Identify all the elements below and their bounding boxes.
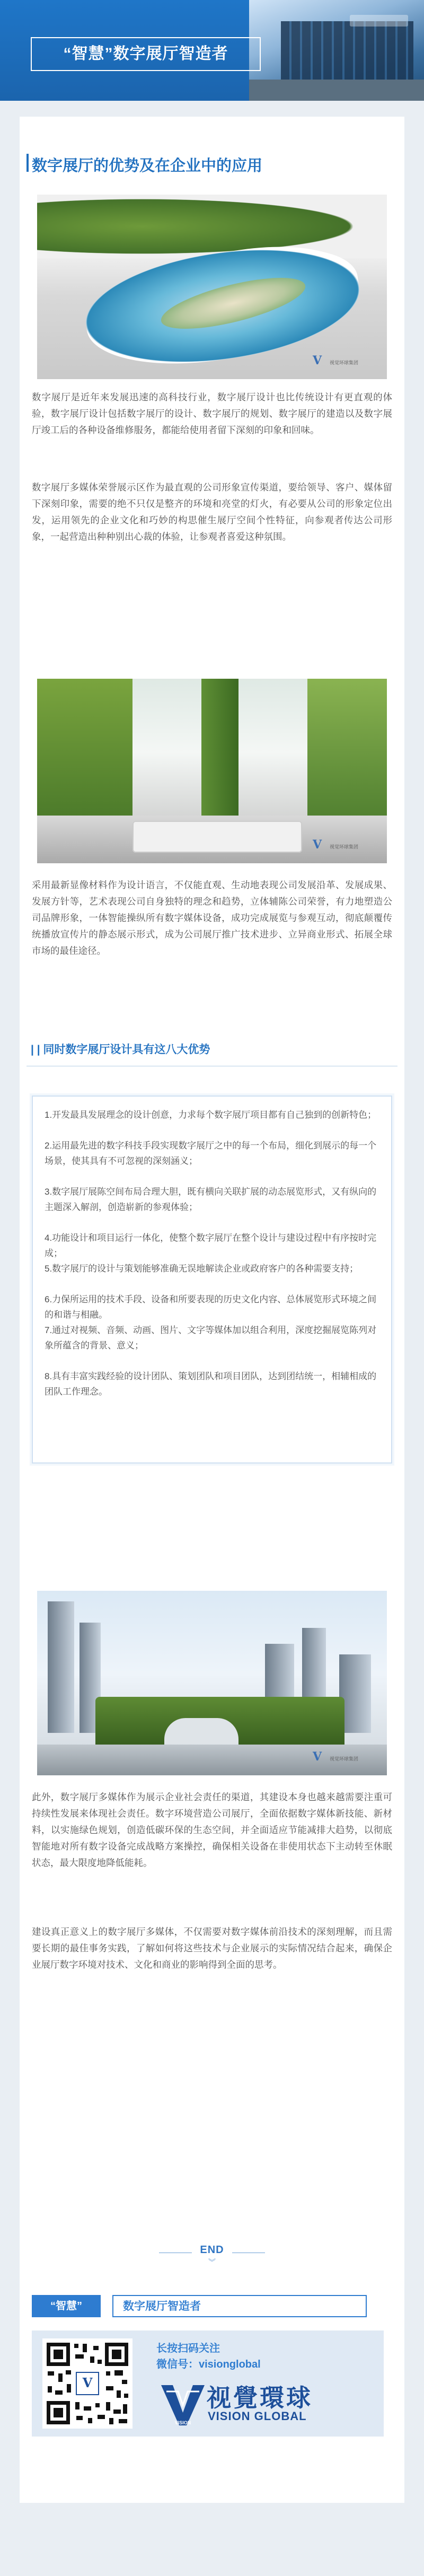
photo-sand-table-model: [37, 195, 387, 379]
section-heading-eight-advantages: | | 同时数字展厅设计具有这八大优势: [31, 1044, 210, 1056]
paragraph-intro: 数字展厅是近年来发展迅速的高科技行业，数字展厅设计也比传统设计有更直观的体验，数字展厅设计包括数字展厅的设计、数字展厅的规划、数字展厅的建造以及数字展厅竣工后的各种设备维修服务，都能给使用者留下深刻的印象和回味。: [32, 392, 392, 435]
paragraph-brand-image: 数字展厅多媒体荣誉展示区作为最直观的公司形象宣传渠道，要给领导、客户、媒体留下深刻印象，需要的绝不只仅是整齐的环境和亮堂的灯火，有必要从公司的形象定位出发，运用领先的企业文化和巧妙的构思催生展厅空间个性特征，向参观者传达公司形象，一起营造出种种别出心裁的体验，让参观者喜爱这种氛围。: [32, 482, 392, 542]
scan-to-follow-label: 长按扫码关注: [156, 2343, 220, 2354]
svg-text:V: V: [82, 2375, 93, 2390]
qr-code-icon: [42, 2338, 132, 2429]
list-item: 4.功能设计和项目运行一体化，使整个数字展厅在整个设计与建设过程中有序按时完成；: [45, 1233, 377, 1258]
brand-name-chinese: 视覺環球: [207, 2384, 313, 2412]
end-label: END: [200, 2244, 224, 2256]
list-item: 7.通过对视频、音频、动画、图片、文字等媒体加以组合利用，深度挖掘展览陈列对象所蕴含的背景、意义；: [45, 1325, 377, 1351]
list-item: 5.数字展厅的设计与策划能够准确无误地解读企业或政府客户的各种需要支持；: [45, 1264, 359, 1274]
qr-code[interactable]: [42, 2338, 132, 2429]
vision-logo-icon: V: [313, 838, 322, 852]
section-heading-advantages: 数字展厅的优势及在企业中的应用: [32, 157, 263, 174]
footer-tag: “智慧”: [32, 2295, 101, 2317]
footer-title: 数字展厅智造者: [112, 2295, 367, 2317]
photo-logo-text: 视觉环球集团: [330, 1756, 359, 1762]
paragraph-social-responsibility: 此外，数字展厅多媒体作为展示企业社会责任的渠道，其建设本身也越来越需要注重可持续性发展来体现社会责任。数字环境营造公司展厅，全面依据数字媒体新技能、新材料，以实施绿色规划，创造低碳环保的生态空间，并全面适应节能减排大趋势，以彻底智能地对所有数字设备完成战略方案操控，确保相关设备在非使用状态下主动转至休眠状态，最大限度地降低能耗。: [32, 1792, 392, 1868]
vision-logo-icon: V: [313, 1750, 322, 1764]
green-pillar: [201, 679, 238, 838]
skyscraper: [48, 1601, 74, 1733]
list-item: 2.运用最先进的数字科技手段实现数字展厅之中的每一个布局，细化到展示的每一个场景，使其具有不可忽视的深刻涵义；: [45, 1141, 377, 1166]
vision-global-logo-icon: [159, 2380, 207, 2428]
heading-accent-bar: [26, 154, 29, 172]
photo-logo-text: 视觉环球集团: [330, 844, 359, 849]
photo-green-exhibition-hall: [37, 679, 387, 863]
brand-name-english: VISION GLOBAL: [208, 2409, 307, 2423]
paragraph-display-materials: 采用最新显像材料作为设计语言，不仅能直观、生动地表现公司发展沿革、发展成果、发展方针等，艺术表现公司自身独特的理念和趋势，立体辅陈公司荣誉，有力地塑造公司品牌形象，一体智能操纵所有数字媒体设备，成功完成展览与参观互动，彻底颠覆传统播放宣传片的静态展示形式，成为公司展厅推广技术进步、立异商业形式、拓展全球市场的最佳途径。: [32, 880, 392, 956]
banner-building-sign: [350, 15, 408, 27]
photo-exhibition-building-exterior: [37, 1591, 387, 1775]
list-item: 1.开发最具发展理念的设计创意，力求每个数字展厅项目都有自己独到的创新特色；: [45, 1110, 377, 1120]
list-item: 6.力保所运用的技术手段、设备和所要表现的历史文化内容、总体展览形式环境之间的和谐与相融。: [45, 1294, 377, 1320]
logo-v-text: VISION: [174, 2420, 191, 2425]
vision-logo-icon: V: [313, 354, 322, 367]
paragraph-conclusion: 建设真正意义上的数字展厅多媒体，不仅需要对数字媒体前沿技术的深刻理解，而且需要长期的最佳事务实践，了解如何将这些技术与企业展示的实际情况结合起来，确保企业展厅数字环境对技术、文化和商业的影响得到全面的思考。: [32, 1926, 392, 1970]
display-model: [132, 821, 302, 853]
photo-logo-text: 视觉环球集团: [330, 360, 359, 365]
hall-entrance: [164, 1718, 238, 1745]
header-banner: [0, 0, 424, 101]
banner-title: “智慧”数字展厅智造者: [31, 37, 261, 71]
list-item: 3.数字展厅展陈空间布局合理大胆，既有横向关联扩展的动态展览形式，又有纵向的主题深入解剖，创造崭新的参观体验；: [45, 1187, 377, 1212]
list-item: 8.具有丰富实践经验的设计团队、策划团队和项目团队，达到团结统一，相辅相成的团队工作理念。: [45, 1371, 377, 1397]
chevron-down-icon: ︾: [208, 2258, 216, 2266]
wechat-id-label: 微信号：visionglobal: [156, 2359, 261, 2370]
green-wall: [37, 195, 387, 258]
